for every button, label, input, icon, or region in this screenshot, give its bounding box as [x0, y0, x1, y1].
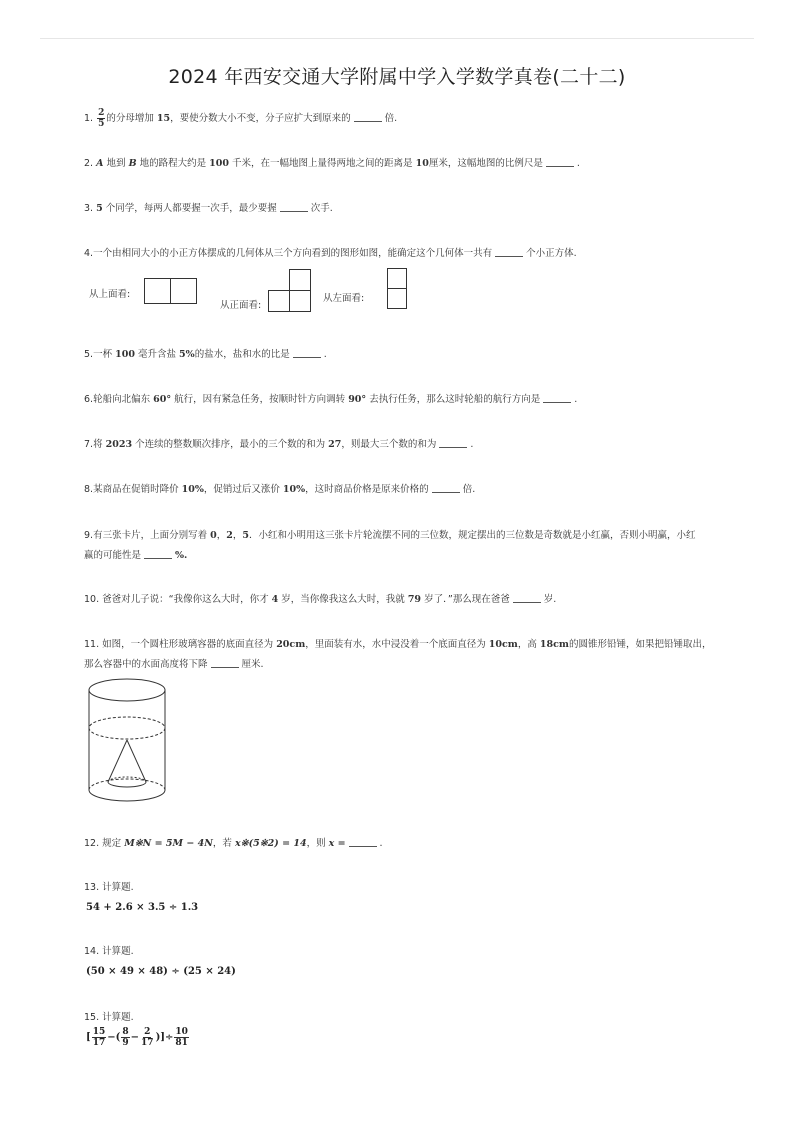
answer-blank[interactable]: [280, 201, 308, 212]
front-view-square: [268, 290, 290, 312]
left-view-square: [387, 268, 407, 289]
question-13-label: 13. 计算题.: [84, 882, 134, 893]
question-2: 2. A 地到 B 地的路程大约是 100 千米，在一幅地图上量得两地之间的距离是 10厘米，这幅地图的比例尺是 .: [84, 158, 580, 169]
question-7: 7.将 2023 个连续的整数顺次排序，最小的三个数的和为 27，则最大三个数的和为 .: [84, 439, 474, 450]
question-3: 3. 5 个同学，每两人都要握一次手，最少要握 次手.: [84, 203, 333, 214]
question-12: 12. 规定 M※N = 5M − 4N，若 x※(5※2) = 14，则 x = .: [84, 838, 383, 849]
question-14-label: 14. 计算题.: [84, 946, 134, 957]
front-view-label: 从正面看:: [220, 300, 262, 311]
header-divider: [40, 38, 754, 39]
answer-blank[interactable]: [543, 392, 571, 403]
fraction: $\frac{2}{17}$: [141, 1027, 154, 1048]
question-5: 5.一杯 100 毫升含盐 5%的盐水，盐和水的比是 .: [84, 349, 327, 360]
cylinder-cone-figure: [84, 676, 170, 808]
answer-blank[interactable]: [546, 156, 574, 167]
cone-left-edge: [108, 740, 127, 782]
question-6: 6.轮船向北偏东 60° 航行，因有紧急任务，按顺时针方向调转 90° 去执行任务，那么这时轮船的航行方向是 .: [84, 394, 578, 405]
fraction: $\frac{15}{17}$: [92, 1027, 106, 1048]
cylinder-bottom-front: [89, 790, 165, 801]
fraction: $\frac{2}{5}$: [98, 108, 105, 129]
cone-base-front: [108, 782, 146, 787]
front-view-square: [289, 290, 311, 312]
question-4: 4.一个由相同大小的小正方体摆成的几何体从三个方向看到的图形如图，能确定这个几何体一共有 个小正方体.: [84, 248, 577, 259]
answer-blank[interactable]: [293, 347, 321, 358]
answer-blank[interactable]: [354, 111, 382, 122]
answer-blank[interactable]: [513, 592, 541, 603]
cylinder-bottom-back: [89, 779, 165, 790]
question-15-label: 15. 计算题.: [84, 1012, 134, 1023]
top-view-square: [144, 278, 171, 304]
answer-blank[interactable]: [439, 437, 467, 448]
left-view-square: [387, 288, 407, 309]
water-surface: [89, 717, 165, 739]
question-9: 9.有三张卡片，上面分别写着 0，2，5．小红和小明用这三张卡片轮流摆不同的三位数，规定摆出的三位数是奇数就是小红赢，否则小明赢，小红 赢的可能性是 %.: [84, 530, 696, 561]
cone-right-edge: [127, 740, 146, 782]
question-1: 1. $\frac{2}{5}$ 的分母增加 15，要使分数大小不变，分子应扩大到原来的 倍.: [84, 108, 398, 129]
question-8: 8.某商品在促销时降价 10%，促销过后又涨价 10%，这时商品价格是原来价格的 倍.: [84, 484, 476, 495]
answer-blank[interactable]: [495, 246, 523, 257]
question-14-expression: (50 × 49 × 48) ÷ (25 × 24): [86, 966, 236, 977]
cylinder-top-ellipse: [89, 679, 165, 701]
answer-blank[interactable]: [432, 482, 460, 493]
fraction: $\frac{8}{9}$: [122, 1027, 129, 1048]
answer-blank[interactable]: [211, 657, 239, 668]
answer-blank[interactable]: [349, 836, 377, 847]
front-view-square: [289, 269, 311, 291]
fraction: $\frac{10}{81}$: [175, 1027, 188, 1048]
top-view-square: [170, 278, 197, 304]
question-13-expression: 54 + 2.6 × 3.5 ÷ 1.3: [86, 902, 199, 913]
top-view-label: 从上面看:: [89, 289, 131, 300]
page-title: 2024 年西安交通大学附属中学入学数学真卷(二十二): [168, 66, 626, 88]
question-11: 11. 如图，一个圆柱形玻璃容器的底面直径为 20cm，里面装有水，水中浸没着一个底面直径为 10cm，高 18cm的圆锥形铅锤，如果把铅锤取出， 那么容器中的水面高度将下降 厘米.: [84, 639, 712, 670]
question-10: 10. 爸爸对儿子说：“我像你这么大时，你才 4 岁，当你像我这么大时，我就 79 岁了．”那么现在爸爸 岁.: [84, 594, 557, 605]
left-view-label: 从左面看:: [323, 293, 365, 304]
answer-blank[interactable]: [144, 548, 172, 559]
question-15-expression: [ $\frac{15}{17}$ −( $\frac{8}{9}$ − $\frac{2}{17}$ )]÷ $\frac{10}{81}$: [86, 1027, 188, 1048]
